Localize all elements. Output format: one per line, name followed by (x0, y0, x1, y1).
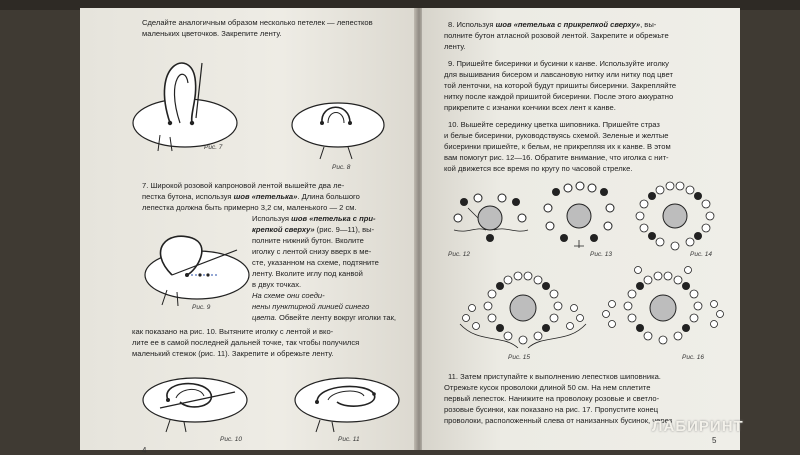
para-10-line1: 10. Вышейте серединку цветка шиповника. Пришейте страз (448, 120, 660, 129)
para-7-line5: крепкой сверху» (рис. 9—11), вы- (252, 225, 375, 234)
para-7-line7: иголку с лентой снизу вверх в ме- (252, 247, 372, 256)
para-7-line6: полните нижний бутон. Вколите (252, 236, 364, 245)
para-7-line11: цвета. Обвейте ленту вокруг иголки так, (252, 313, 397, 322)
para-7-line1: 7. Широкой розовой капроновой лентой вышейте два ле- (142, 181, 345, 190)
para-10-line3: бисеринки пришейте, к бельм, не прикрепляя их к канве. В этом (444, 142, 671, 151)
figure-7-diagram (130, 53, 240, 153)
figure-10-caption: Рис. 10 (220, 436, 243, 443)
left-intro-text: Сделайте аналогичным образом несколько петелек — лепестков маленьких цветочков. Закрепите ленту. (142, 18, 373, 38)
figure-8-caption: Рис. 8 (332, 164, 351, 171)
para-7-line12: как показано на рис. 10. Вытяните иголку с лентой и вко- (132, 327, 334, 336)
para-11-line3: первый лепесток. Нанижите на проволоку розовые и светло- (444, 394, 660, 403)
figure-16-caption: Рис. 16 (682, 354, 705, 361)
para-9-line2: для вышивания бисером и лавсановую нитку или нитку под цвет (444, 70, 673, 79)
figure-9-diagram (142, 230, 252, 310)
para-9-line5: прикрепите с изнанки кончики всех лент к канве. (444, 103, 616, 112)
para-7-line2: пестка бутона, используя шов «петелька». Длина большого (142, 192, 360, 201)
para-7-note1: На схеме они соеди- (252, 291, 325, 300)
figure-12-diagram (448, 186, 530, 248)
para-7-line9: ленту. Вколите иглу под канвой (252, 269, 363, 278)
para-9-line1: 9. Пришейте бисеринки и бусинки к канве. Используйте иголку (448, 59, 669, 68)
figure-12-caption: Рис. 12 (448, 251, 471, 258)
para-11-line2: Отрежьте кусок проволоки длиной 50 см. На нем сплетите (444, 383, 651, 392)
figure-15-caption: Рис. 15 (508, 354, 531, 361)
para-8-line2: полните бутон атласной розовой лентой. Закрепите и обрежьте (444, 31, 669, 40)
para-7-line14: маленький стежок (рис. 11). Закрепите и обрежьте ленту. (132, 349, 334, 358)
left-page-number: 4 (142, 446, 147, 455)
para-8-line1: 8. Используя шов «петелька с прикрепкой сверху», вы- (448, 20, 657, 29)
figure-9-caption: Рис. 9 (192, 304, 211, 311)
figure-15-diagram (458, 264, 588, 350)
para-7-line4: Используя шов «петелька с при- (252, 214, 376, 223)
figure-16-diagram (598, 264, 728, 350)
figure-14-diagram (630, 180, 720, 250)
figure-10-diagram (140, 372, 250, 434)
figure-7-caption: Рис. 7 (204, 144, 223, 151)
para-8-line3: ленту. (444, 42, 466, 51)
figure-13-caption: Рис. 13 (590, 251, 613, 258)
para-10-line2: и белые бисеринки, руководствуясь схемой. Зеленые и желтые (444, 131, 669, 140)
para-10-line5: кой движется все время по кругу по часовой стрелке. (444, 164, 633, 173)
para-7-line3: лепестка должна быть примерно 3,2 см, маленького — 2 см. (142, 203, 357, 212)
para-9-line3: той ленточки, на которой будут пришиты бисеринки. Закрепляйте (444, 81, 677, 90)
para-10-line4: вам помогут рис. 12—16. Обратите внимание, что иголка с нит- (444, 153, 669, 162)
para-11-line4: розовые бусинки, как показано на рис. 17. Пропустите конец (444, 405, 659, 414)
figure-11-diagram (292, 372, 402, 434)
watermark-logo: ЛАБИРИНТ (652, 418, 744, 435)
para-11-line1: 11. Затем приступайте к выполнению лепестков шиповника. (448, 372, 661, 381)
para-7-line13: лите ее в самой последней дальней точке, так чтобы получился (132, 338, 360, 347)
figure-13-diagram (534, 180, 624, 250)
para-7-line10: в двух точках. (252, 280, 302, 289)
right-page-number: 5 (712, 436, 717, 445)
figure-14-caption: Рис. 14 (690, 251, 713, 258)
right-page (422, 8, 740, 450)
para-7-line8: сте, указанном на схеме, подтяните (252, 258, 379, 267)
figure-11-caption: Рис. 11 (338, 436, 360, 443)
para-11-line5: проволоки, расположенный слева от нанизанных бусинок, через (444, 416, 673, 425)
left-page (80, 8, 416, 455)
para-7-note2: нены пунктирной линией синего (252, 302, 370, 311)
figure-8-diagram (290, 93, 390, 163)
para-9-line4: нитку после каждой пришитой бисеринки. После этого аккуратно (444, 92, 674, 101)
